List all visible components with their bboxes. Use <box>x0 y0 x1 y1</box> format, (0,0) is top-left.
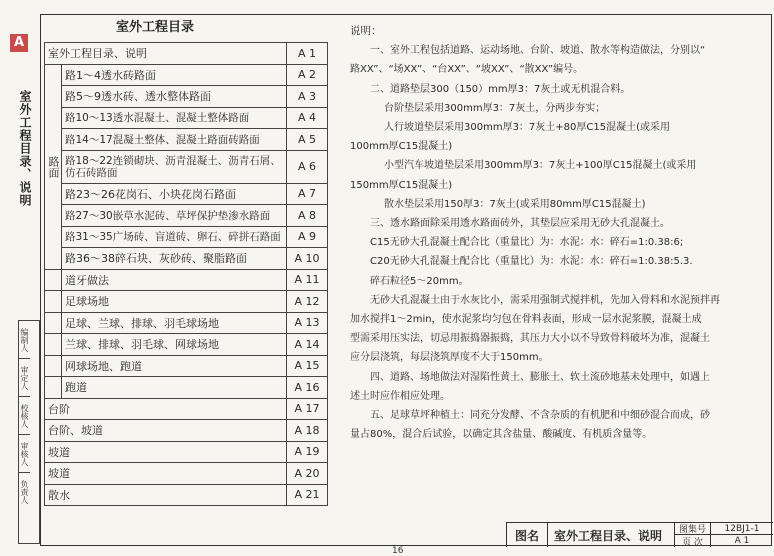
note-line: 型需采用压实法，切忌用振捣器振捣，其压力大小以不导致骨料破坏为准，混凝土 <box>350 333 710 345</box>
note-line: 一、室外工程包括道路、运动场地、台阶、坡道、散水等构造做法，分别以“ <box>370 45 706 57</box>
catalog-item-name: 路5～9透水砖、透水整体路面 <box>62 86 287 108</box>
catalog-item-code: A 2 <box>287 64 328 86</box>
drawing-name: 室外工程目录、说明 <box>548 523 675 547</box>
table-row <box>45 64 328 86</box>
table-row <box>45 248 328 270</box>
catalog-item-name: 路18～22连锁砌块、沥青混凝土、沥青石屑、仿石砖路面 <box>62 150 287 183</box>
catalog-item-name: 路23～26花岗石、小块花岗石路面 <box>62 183 287 205</box>
catalog-item-code: A 17 <box>287 398 328 420</box>
table-row <box>45 377 328 399</box>
table-row <box>45 441 328 463</box>
signature-cell: 编制人 <box>19 321 30 359</box>
note-line: 三、透水路面除采用透水路面砖外，其垫层应采用无砂大孔混凝土。 <box>370 218 670 230</box>
note-line: 路XX”、“场XX”、“台XX”、“坡XX”、“散XX”编号。 <box>350 64 584 76</box>
table-row <box>45 226 328 248</box>
group-label: 路面 <box>45 64 62 269</box>
table-row <box>45 129 328 151</box>
table-row <box>45 150 328 183</box>
note-line: 述土时应作相应处理。 <box>350 390 450 402</box>
note-line: 150mm厚C15混凝土) <box>350 179 453 191</box>
catalog-item-code: A 7 <box>287 183 328 205</box>
catalog-item-code: A 16 <box>287 377 328 399</box>
table-row <box>45 86 328 108</box>
catalog-item-name: 跑道 <box>62 377 287 399</box>
catalog-item-code: A 9 <box>287 226 328 248</box>
signature-cell: 校核人 <box>19 397 30 435</box>
title-block-label: 图名 <box>507 523 548 547</box>
table-row <box>45 420 328 442</box>
set-number-label: 图集号 <box>675 523 711 535</box>
catalog-item-code: A 11 <box>287 269 328 291</box>
catalog-item-name: 室外工程目录、说明 <box>45 43 287 65</box>
title-block-info <box>675 523 773 547</box>
catalog-item-name: 兰球、排球、羽毛球、网球场地 <box>62 334 287 356</box>
catalog-item-name: 路14～17混凝土整体、混凝土路面砖路面 <box>62 129 287 151</box>
catalog-item-name: 坡道 <box>45 463 287 485</box>
catalog-item-name: 足球、兰球、排球、羽毛球场地 <box>62 312 287 334</box>
table-row <box>45 183 328 205</box>
catalog-item-code: A 13 <box>287 312 328 334</box>
catalog-item-code: A 21 <box>287 484 328 506</box>
note-line: C20无砂大孔混凝土配合比（重量比）为：水泥：水：碎石=1:0.38:5.3. <box>370 256 693 268</box>
catalog-item-code: A 18 <box>287 420 328 442</box>
set-number-value: 12BJ1-1 <box>711 523 773 535</box>
catalog-item-code: A 5 <box>287 129 328 151</box>
table-row <box>45 484 328 506</box>
catalog-item-code: A 19 <box>287 441 328 463</box>
catalog-item-name: 足球场地 <box>62 291 287 313</box>
signature-cell: 负责人 <box>20 479 29 504</box>
signature-cell: 审核人 <box>19 435 30 473</box>
table-row <box>45 334 328 356</box>
table-row <box>45 43 328 65</box>
catalog-item-code: A 1 <box>287 43 328 65</box>
note-line: 无砂大孔混凝土由于水灰比小，需采用强制式搅拌机，先加入骨料和水泥预拌再 <box>370 294 720 306</box>
note-line: C15无砂大孔混凝土配合比（重量比）为：水泥：水：碎石=1:0.38:6; <box>370 237 684 249</box>
note-line: 散水垫层采用150厚3：7灰土(或采用80mm厚C15混凝土) <box>384 198 646 210</box>
table-row <box>45 355 328 377</box>
signature-column <box>18 320 40 544</box>
title-block <box>506 522 773 547</box>
note-line: 量占80%，混合后试验，以确定其含盐量、酸碱度、有机质含量等。 <box>350 429 653 441</box>
table-row <box>45 269 328 291</box>
table-row <box>45 463 328 485</box>
catalog-table <box>44 42 328 506</box>
note-line: 人行坡道垫层采用300mm厚3：7灰土+80厚C15混凝土(或采用 <box>384 122 671 134</box>
note-line: 二、道路垫层300（150）mm厚3：7灰土或无机混合料。 <box>370 83 631 95</box>
catalog-item-name: 路31～35广场砖、盲道砖、卵石、碎拼石路面 <box>62 226 287 248</box>
catalog-item-code: A 20 <box>287 463 328 485</box>
note-line: 加水搅拌1～2min，使水泥浆均匀包在骨料表面，形成一层水泥浆膜，混凝土成 <box>350 314 702 326</box>
catalog-item-name: 网球场地、跑道 <box>62 355 287 377</box>
notes-heading: 说明： <box>350 25 382 37</box>
side-title: 室外工程目录、说明 <box>18 90 32 207</box>
catalog-item-code: A 8 <box>287 205 328 227</box>
signature-cell: 审定人 <box>19 359 30 397</box>
table-row <box>45 398 328 420</box>
catalog-item-code: A 12 <box>287 291 328 313</box>
catalog-item-code: A 3 <box>287 86 328 108</box>
table-row <box>45 205 328 227</box>
catalog-item-code: A 14 <box>287 334 328 356</box>
table-row <box>45 107 328 129</box>
catalog-title: 室外工程目录 <box>116 20 195 35</box>
note-line: 碎石粒径5～20mm。 <box>370 275 469 287</box>
note-line: 小型汽车坡道垫层采用300mm厚3：7灰土+100厚C15混凝土(或采用 <box>384 160 697 172</box>
table-row <box>45 291 328 313</box>
catalog-item-name: 散水 <box>45 484 287 506</box>
catalog-item-name: 路1～4透水砖路面 <box>62 64 287 86</box>
table-row <box>45 312 328 334</box>
catalog-item-code: A 10 <box>287 248 328 270</box>
section-tag: A <box>10 34 28 52</box>
note-line: 四、道路、场地做法对湿陷性黄土、膨胀土、软土流砂地基未处理中，如遇上 <box>370 371 710 383</box>
catalog-item-code: A 15 <box>287 355 328 377</box>
catalog-item-code: A 6 <box>287 150 328 183</box>
note-line: 台阶垫层采用300mm厚3：7灰土，分两步夯实； <box>384 102 606 114</box>
catalog-item-name: 路10～13透水混凝土、混凝土整体路面 <box>62 107 287 129</box>
catalog-item-name: 台阶 <box>45 398 287 420</box>
note-line: 应分层浇筑，每层浇筑厚度不大于150mm。 <box>350 352 549 364</box>
catalog-item-name: 路36～38碎石块、灰砂砖、聚脂路面 <box>62 248 287 270</box>
page-value: A 1 <box>734 536 750 546</box>
page-label: 页 次 <box>675 535 711 547</box>
note-line: 五、足球草坪种植土：同充分发酵、不含杂质的有机肥和中细砂混合而成，砂 <box>370 410 710 422</box>
note-line: 100mm厚C15混凝土) <box>350 141 453 153</box>
page-number: 16 <box>392 546 404 556</box>
catalog-item-name: 坡道 <box>45 441 287 463</box>
notes-section <box>350 22 768 444</box>
catalog-item-name: 路27～30嵌草水泥砖、草坪保护垫渗水路面 <box>62 205 287 227</box>
catalog-item-code: A 4 <box>287 107 328 129</box>
catalog-item-name: 道牙做法 <box>62 269 287 291</box>
catalog-item-name: 台阶、坡道 <box>45 420 287 442</box>
